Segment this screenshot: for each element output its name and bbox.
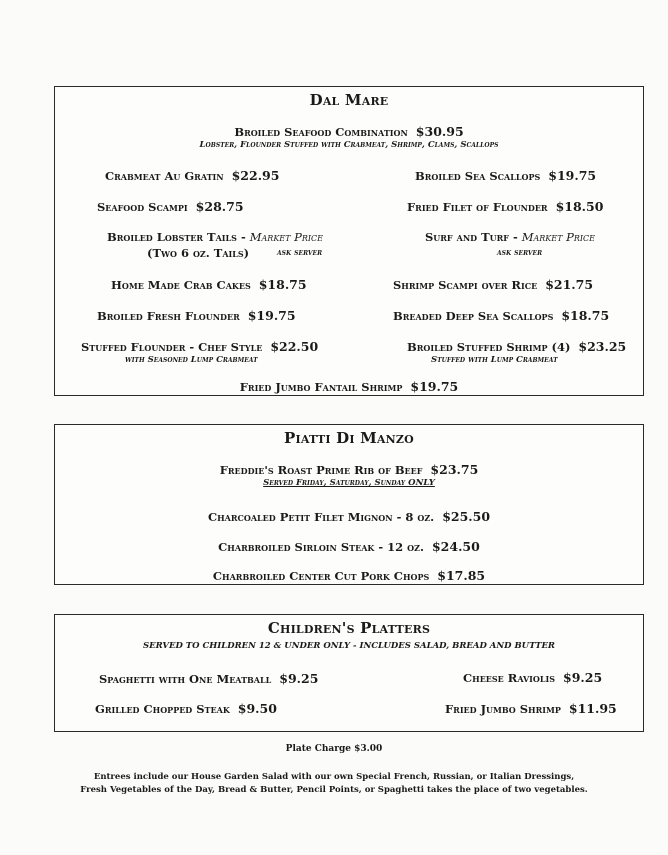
item-name: Broiled Fresh Flounder — [97, 309, 240, 323]
item-price: $9.25 — [563, 670, 603, 685]
item-name: Broiled Lobster Tails - — [107, 230, 246, 244]
item-price: $18.75 — [561, 308, 610, 323]
menu-item — [55, 124, 643, 139]
item-price: $22.95 — [231, 168, 280, 183]
item-name: Fried Filet of Flounder — [407, 200, 548, 214]
menu-item — [55, 509, 643, 524]
item-price: $25.50 — [442, 509, 491, 524]
item-price: $24.50 — [431, 539, 480, 554]
item-price: $28.75 — [195, 199, 244, 214]
menu-item — [55, 568, 643, 583]
item-description: Stuffed with Lump Crabmeat — [431, 355, 558, 365]
section-title: Dal Mare — [309, 91, 389, 109]
menu-item — [99, 671, 318, 686]
menu-item — [97, 199, 244, 214]
item-name: Fried Jumbo Shrimp — [445, 702, 561, 716]
item-name: Grilled Chopped Steak — [95, 702, 230, 716]
dal-mare-section — [54, 86, 644, 396]
menu-item — [393, 277, 593, 292]
menu-item — [407, 339, 626, 354]
menu-item-detail — [147, 246, 249, 260]
menu-item — [55, 539, 643, 554]
item-name: (Two 6 oz. Tails) — [147, 246, 250, 260]
menu-item — [407, 199, 603, 214]
item-name: Breaded Deep Sea Scallops — [393, 309, 554, 323]
item-name: Spaghetti with One Meatball — [99, 672, 272, 686]
item-name: Cheese Raviolis — [463, 671, 556, 685]
section-subtitle: SERVED TO CHILDREN 12 & UNDER ONLY - INCLUDES SALAD, BREAD AND BUTTER — [143, 641, 555, 651]
item-name: Crabmeat Au Gratin — [105, 169, 224, 183]
menu-item — [393, 308, 609, 323]
menu-item — [445, 701, 617, 716]
section-title: Children's Platters — [267, 619, 431, 637]
menu-item — [55, 379, 643, 394]
item-price: $9.25 — [279, 671, 319, 686]
item-price: $17.85 — [437, 568, 486, 583]
item-name: Fried Jumbo Fantail Shrimp — [239, 380, 403, 394]
item-description: ask server — [497, 248, 543, 258]
item-name: Broiled Sea Scallops — [415, 169, 541, 183]
menu-item — [105, 168, 279, 183]
item-price-note: Market Price — [521, 230, 596, 244]
item-name: Shrimp Scampi over Rice — [393, 278, 538, 292]
menu-item — [107, 230, 323, 244]
item-price: $21.75 — [545, 277, 594, 292]
footer-note-line-1: Entrees include our House Garden Salad with our own Special French, Russian, or Italian Dressings, — [93, 772, 575, 782]
childrens-platters-section — [54, 614, 644, 732]
menu-item — [55, 462, 643, 477]
item-price: $19.75 — [247, 308, 296, 323]
item-name: Seafood Scampi — [97, 200, 188, 214]
menu-item — [95, 701, 277, 716]
item-name: Broiled Seafood Combination — [234, 125, 408, 139]
item-price: $11.95 — [568, 701, 617, 716]
item-description: with Seasoned Lump Crabmeat — [125, 355, 258, 365]
item-price: $23.25 — [578, 339, 627, 354]
footer-note-line-2: Fresh Vegetables of the Day, Bread & Butter, Pencil Points, or Spaghetti takes the place of two vegetables. — [80, 785, 588, 795]
menu-item — [97, 308, 296, 323]
plate-charge: Plate Charge $3.00 — [285, 744, 383, 754]
item-name: Charcoaled Petit Filet Mignon - 8 oz. — [207, 510, 435, 524]
item-name: Stuffed Flounder - Chef Style — [81, 340, 263, 354]
menu-item — [463, 670, 602, 685]
item-name: Broiled Stuffed Shrimp (4) — [407, 340, 571, 354]
item-price: $9.50 — [237, 701, 277, 716]
item-price: $23.75 — [430, 462, 479, 477]
section-title: Piatti Di Manzo — [284, 429, 414, 447]
item-price: $19.75 — [410, 379, 459, 394]
item-description: ask server — [277, 248, 323, 258]
item-name: Surf and Turf - — [425, 230, 518, 244]
item-name: Freddie's Roast Prime Rib of Beef — [219, 463, 423, 477]
item-price: $19.75 — [548, 168, 597, 183]
piatti-di-manzo-section — [54, 424, 644, 585]
item-description: Lobster, Flounder Stuffed with Crabmeat, Shrimp, Clams, Scallops — [199, 140, 499, 150]
menu-item — [81, 339, 318, 354]
item-name: Home Made Crab Cakes — [111, 278, 251, 292]
item-name: Charbroiled Center Cut Pork Chops — [212, 569, 430, 583]
item-description: Served Friday, Saturday, Sunday ONLY — [263, 478, 435, 488]
menu-item — [415, 168, 596, 183]
item-price: $30.95 — [415, 124, 464, 139]
menu-item — [425, 230, 595, 244]
item-name: Charbroiled Sirloin Steak - 12 oz. — [218, 540, 424, 554]
item-price-note: Market Price — [249, 230, 324, 244]
item-price: $22.50 — [270, 339, 319, 354]
item-price: $18.75 — [258, 277, 307, 292]
menu-item — [111, 277, 307, 292]
item-price: $18.50 — [555, 199, 604, 214]
